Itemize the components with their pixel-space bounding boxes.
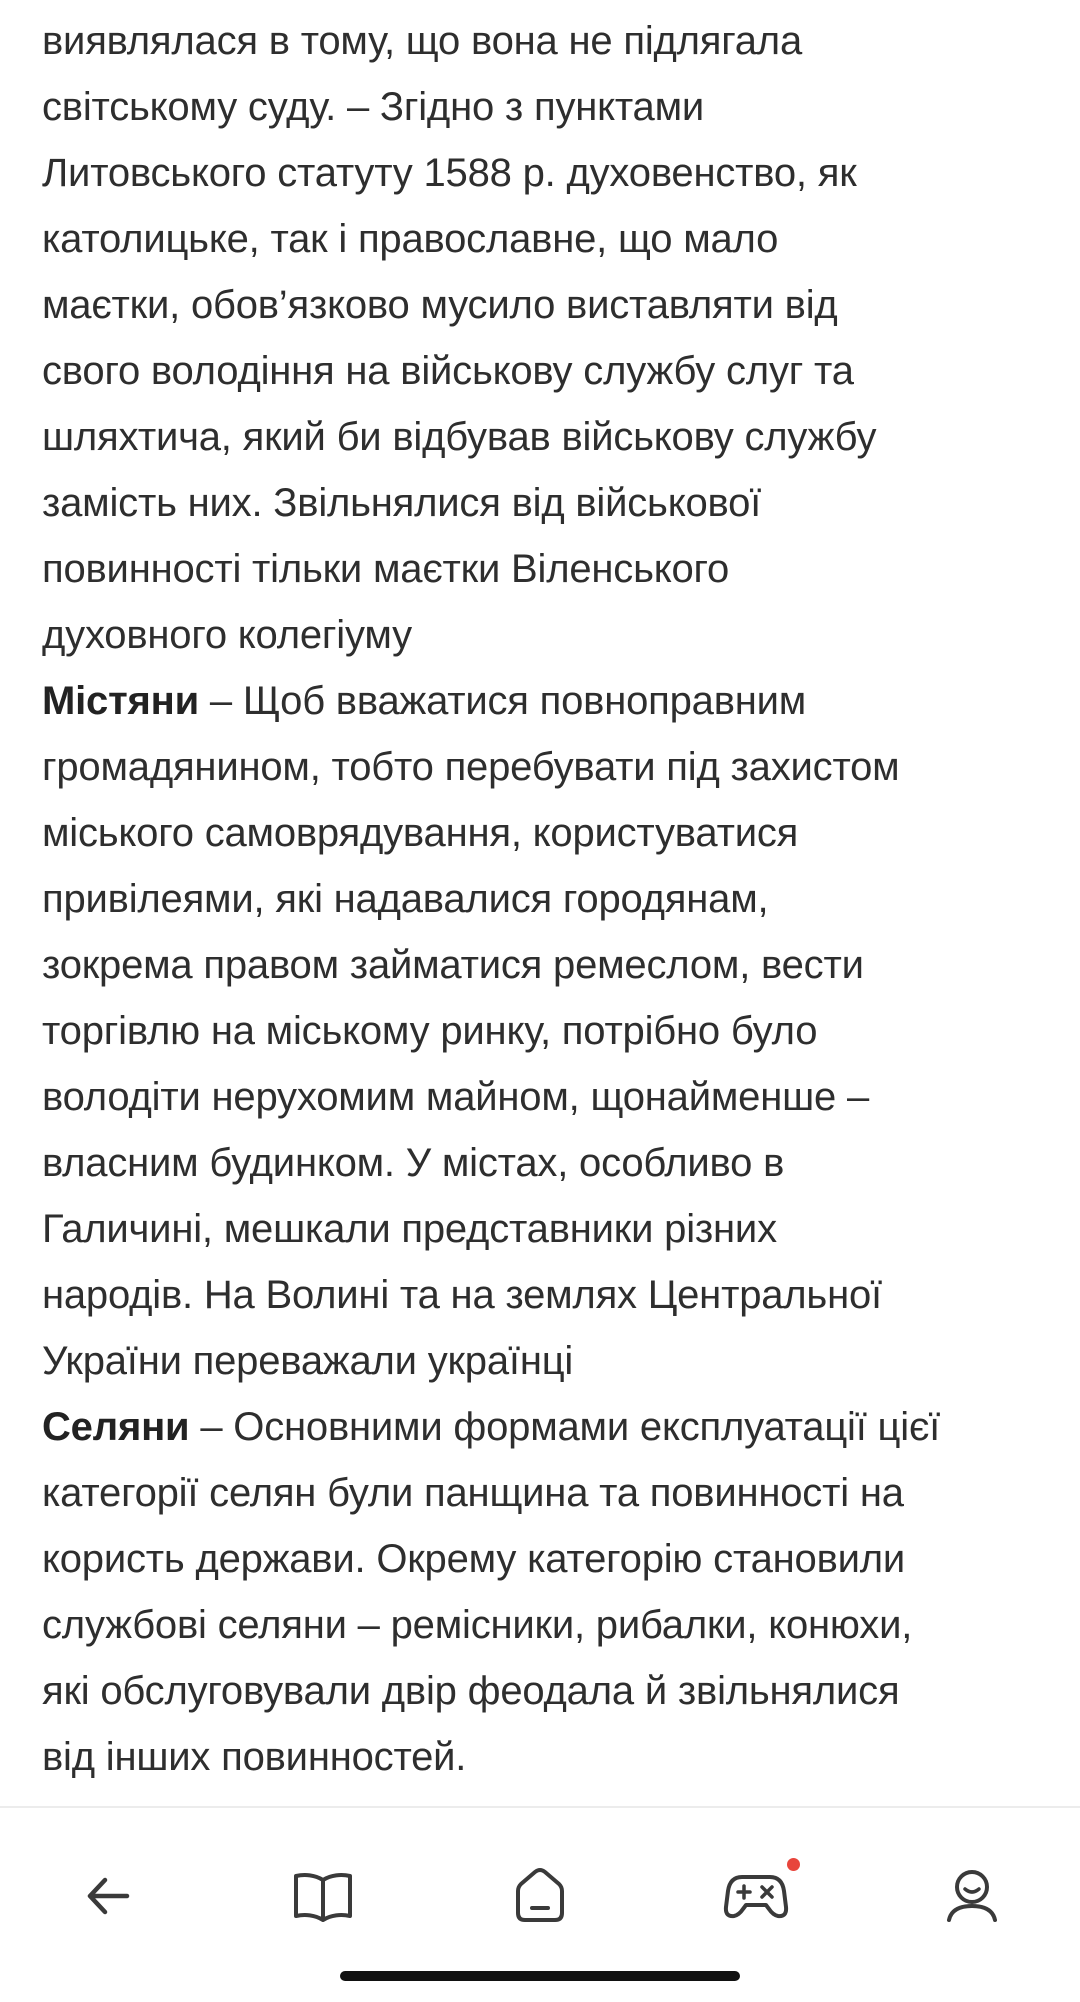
text-line: службові селяни – ремісники, рибалки, конюхи, xyxy=(42,1603,913,1647)
text-line: України переважали українці xyxy=(42,1339,574,1383)
home-indicator[interactable] xyxy=(340,1971,740,1981)
games-button[interactable] xyxy=(706,1856,806,1936)
term-peasants: Селяни xyxy=(42,1405,190,1449)
text-line: торгівлю на міському ринку, потрібно було xyxy=(42,1009,818,1053)
text-line: Литовського статуту 1588 р. духовенство, як xyxy=(42,151,857,195)
paragraph-peasants xyxy=(42,1394,1062,1790)
text-line: привілеями, які надавалися городянам, xyxy=(42,877,769,921)
text-line: Галичині, мешкали представники різних xyxy=(42,1207,777,1251)
text-line: категорії селян були панщина та повинності на xyxy=(42,1471,904,1515)
text-line: міського самоврядування, користуватися xyxy=(42,811,799,855)
text-line: власним будинком. У містах, особливо в xyxy=(42,1141,785,1185)
term-townspeople: Містяни xyxy=(42,679,199,723)
back-arrow-icon xyxy=(81,1869,135,1923)
article-content xyxy=(42,8,1062,1790)
gamepad-icon xyxy=(722,1869,790,1923)
text-line: користь держави. Окрему категорію становили xyxy=(42,1537,906,1581)
text-line xyxy=(42,668,1062,734)
text-line: народів. На Волині та на землях Центральної xyxy=(42,1273,882,1317)
text-line: шляхтича, який би відбував військову службу xyxy=(42,415,877,459)
text-line: світському суду. – Згідно з пунктами xyxy=(42,85,705,129)
text-line: католицьке, так і православне, що мало xyxy=(42,217,779,261)
text-line: зокрема правом займатися ремеслом, вести xyxy=(42,943,864,987)
text-line: замість них. Звільнялися від військової xyxy=(42,481,762,525)
text-line: володіти нерухомим майном, щонайменше – xyxy=(42,1075,869,1119)
back-button[interactable] xyxy=(58,1856,158,1936)
text-line: маєтки, обов’язково мусило виставляти від xyxy=(42,283,838,327)
notification-dot xyxy=(787,1858,800,1871)
text-line: повинності тільки маєтки Віленського xyxy=(42,547,730,591)
text-line: від інших повинностей. xyxy=(42,1735,467,1779)
book-icon xyxy=(292,1868,354,1924)
paragraph-clergy xyxy=(42,8,1062,668)
home-button[interactable] xyxy=(490,1856,590,1936)
text-line-rest: – Основними формами експлуатації цієї xyxy=(189,1405,941,1449)
text-line xyxy=(42,1394,1062,1460)
text-line: духовного колегіуму xyxy=(42,613,412,657)
library-button[interactable] xyxy=(273,1856,373,1936)
home-icon xyxy=(510,1867,570,1925)
text-line: громадянином, тобто перебувати під захистом xyxy=(42,745,900,789)
text-line: які обслуговували двір феодала й звільнялися xyxy=(42,1669,900,1713)
paragraph-townspeople xyxy=(42,668,1062,1394)
text-line: свого володіння на військову службу слуг та xyxy=(42,349,854,393)
profile-button[interactable] xyxy=(922,1856,1022,1936)
profile-icon xyxy=(943,1866,1001,1926)
text-line-rest: – Щоб вважатися повноправним xyxy=(198,679,807,723)
text-line: виявлялася в тому, що вона не підлягала xyxy=(42,19,802,63)
